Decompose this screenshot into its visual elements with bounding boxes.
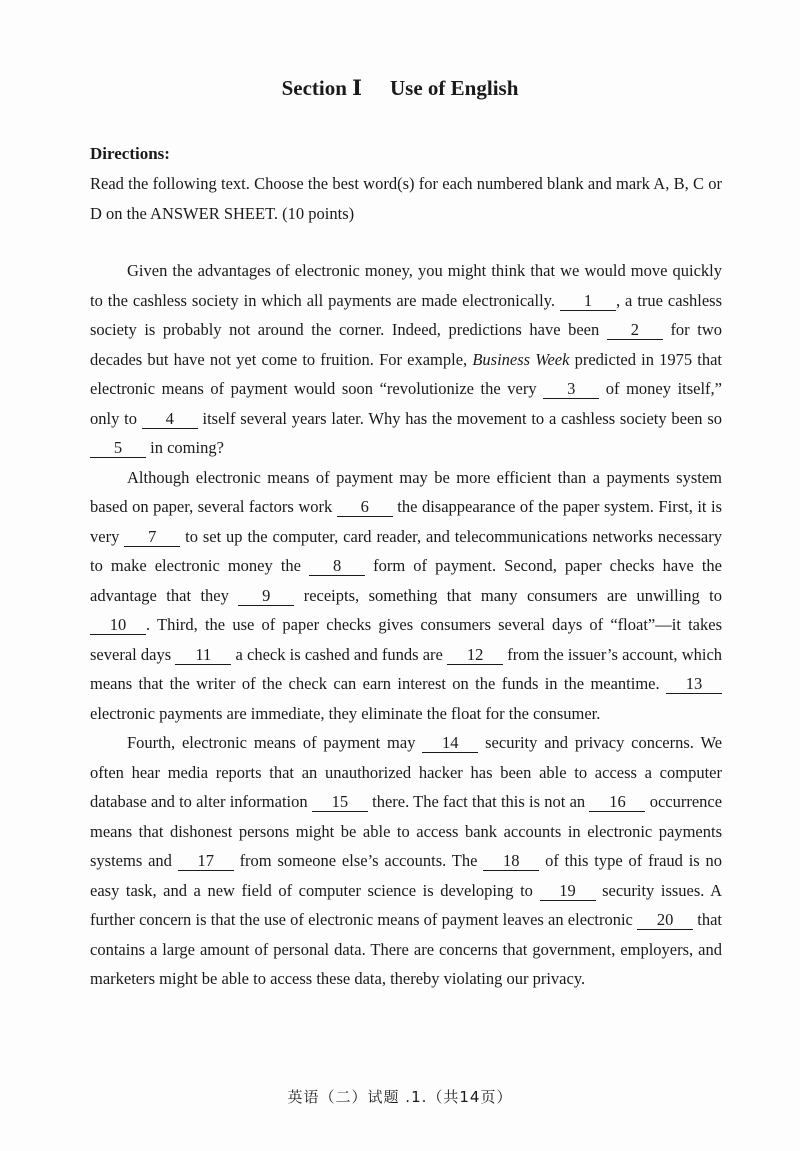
blank-18: 18 (483, 851, 539, 871)
section-label: Section Ⅰ (281, 76, 363, 100)
directions-heading: Directions: (90, 144, 170, 163)
paragraph-1 (90, 256, 722, 463)
blank-9: 9 (238, 586, 294, 606)
passage-text: receipts, something that many consumers are unwilling to (303, 585, 723, 605)
passage-text: predicted in 1975 that electronic means of payment would soon “revolutionize the very (90, 349, 723, 398)
passage-text: from the issuer’s account, which means that the writer of the check can earn interest on the funds in the meantime. (90, 644, 723, 693)
passage-text: security and privacy concerns. We often hear media reports that an unauthorized hacker has been able to access a computer database and to alter information (90, 733, 723, 811)
passage-text: of money itself,” only to (90, 379, 723, 428)
passage-text: , a true cashless society is probably not around the corner. Indeed, predictions have been (90, 290, 722, 339)
publication-title: Business Week (472, 349, 570, 369)
blank-11: 11 (175, 645, 231, 665)
passage-text: to set up the computer, card reader, and telecommunications networks necessary to make electronic money the (90, 526, 722, 575)
paragraph-3 (90, 728, 722, 994)
blank-4: 4 (142, 409, 198, 429)
passage-text: form of payment. Second, paper checks have the advantage that they (90, 556, 722, 605)
blank-13: 13 (666, 674, 722, 694)
passage-text: . Third, the use of paper checks gives consumers several days of “float”—it takes several days (90, 615, 722, 664)
blank-8: 8 (309, 556, 365, 576)
blank-14: 14 (422, 733, 478, 753)
passage (90, 256, 722, 994)
passage-text: Fourth, electronic means of payment may (127, 733, 416, 752)
page-title (0, 75, 800, 101)
passage-text: for two decades but have not yet come to fruition. For example, (90, 320, 723, 369)
paragraph-2 (90, 463, 722, 729)
passage-text: the disappearance of the paper system. First, it is very (90, 497, 723, 546)
blank-2: 2 (607, 320, 663, 340)
passage-text: itself several years later. Why has the movement to a cashless society been so (202, 408, 723, 428)
passage-text: electronic payments are immediate, they eliminate the float for the consumer. (90, 703, 601, 723)
passage-text: occurrence means that dishonest persons might be able to access bank accounts in electronic payments systems and (90, 792, 723, 870)
blank-12: 12 (447, 645, 503, 665)
passage-text: Although electronic means of payment may be more efficient than a payments system based on paper, several factors work (90, 467, 722, 516)
passage-text: there. The fact that this is not an (372, 792, 586, 811)
directions-text: Read the following text. Choose the best word(s) for each numbered blank and mark A, B, C or D on the ANSWER SHEET. (10 points) (90, 174, 722, 223)
blank-7: 7 (124, 527, 180, 547)
passage-text: a check is cashed and funds are (235, 644, 443, 664)
section-name: Use of English (390, 76, 519, 100)
blank-6: 6 (337, 497, 393, 517)
blank-20: 20 (637, 910, 693, 930)
blank-15: 15 (312, 792, 368, 812)
passage-text: from someone else’s accounts. The (239, 851, 478, 870)
blank-10: 10 (90, 615, 146, 635)
blank-3: 3 (543, 379, 599, 399)
blank-16: 16 (589, 792, 645, 812)
blank-19: 19 (540, 881, 596, 901)
passage-text: security issues. A further concern is that the use of electronic means of payment leaves an electronic (90, 880, 723, 929)
passage-text: Given the advantages of electronic money, you might think that we would move quickly to the cashless society in which all payments are made electronically. (90, 261, 722, 310)
blank-1: 1 (560, 291, 616, 311)
blank-5: 5 (90, 438, 146, 458)
passage-text: in coming? (150, 438, 224, 457)
passage-text: of this type of fraud is no easy task, and a new field of computer science is developing to (90, 851, 723, 900)
page-footer: 英语（二）试题 .1.（共14页） (287, 1088, 513, 1106)
blank-17: 17 (178, 851, 234, 871)
passage-text: that contains a large amount of personal data. There are concerns that government, employers, and marketers might be able to access these data, thereby violating our privacy. (90, 910, 723, 988)
